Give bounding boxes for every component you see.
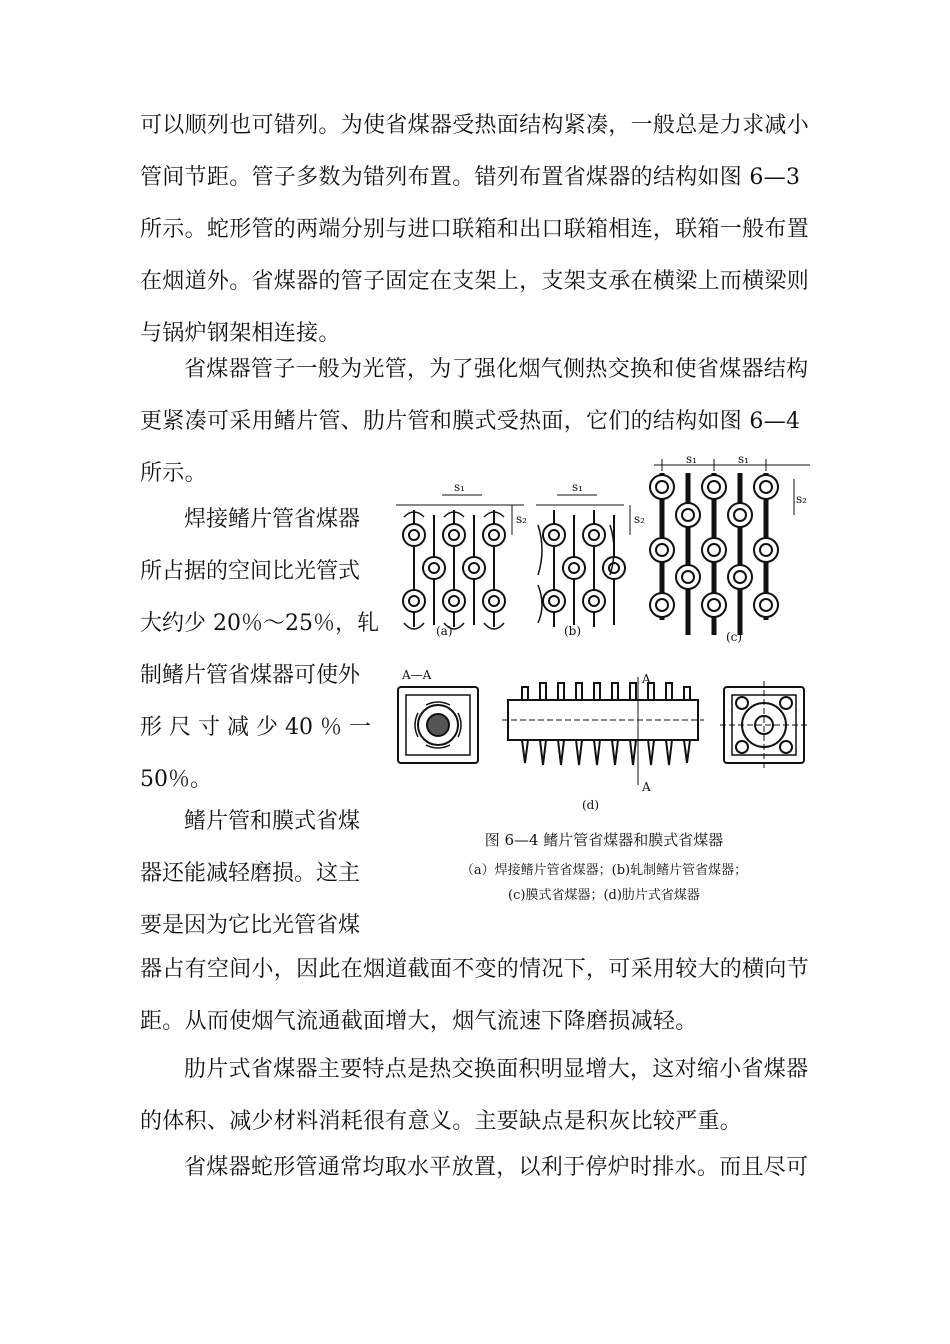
panel-c-diagram <box>650 459 810 635</box>
paragraph-5 <box>140 1044 812 1148</box>
panel-c-label: (c) <box>726 630 743 644</box>
panel-a-diagram <box>396 495 524 629</box>
finned-tube-diagram <box>392 455 814 825</box>
s1-label-c2: s₁ <box>738 455 749 466</box>
s1-label-c1: s₁ <box>686 455 697 466</box>
panel-a-label: (a) <box>436 624 453 638</box>
s1-label-a: s₁ <box>454 480 465 494</box>
section-label: A—A <box>402 668 432 682</box>
figure-caption-line-2: (c)膜式省煤器；(d)肋片式省煤器 <box>508 888 700 903</box>
paragraph-3 <box>140 494 379 806</box>
text-line: 肋片式省煤器主要特点是热交换面积明显增大，这对缩小省煤器 <box>184 1057 809 1082</box>
text-line: 更紧凑可采用鳍片管、肋片管和膜式受热面，它们的结构如图 6—4 <box>140 409 801 434</box>
panel-b-diagram <box>536 495 630 627</box>
text-line: 50％。 <box>140 767 212 792</box>
text-line: 与锅炉钢架相连接。 <box>140 321 341 346</box>
paragraph-6 <box>140 1142 812 1194</box>
paragraph-4-side <box>140 796 370 952</box>
text-line: 在烟道外。省煤器的管子固定在支架上，支架支承在横梁上而横梁则 <box>140 269 810 294</box>
text-line: 距。从而使烟气流通截面增大，烟气流速下降磨损减轻。 <box>140 1009 698 1034</box>
text-line: 制鳍片管省煤器可使外 <box>140 663 361 688</box>
text-line: 省煤器管子一般为光管，为了强化烟气侧热交换和使省煤器结构 <box>184 357 809 382</box>
s1-label-b: s₁ <box>572 480 583 494</box>
text-line: 大约少 20％～25％，轧 <box>140 611 379 636</box>
paragraph-4 <box>140 944 812 1048</box>
panel-d-diagram <box>398 677 808 785</box>
cut-label-top: A <box>642 672 651 686</box>
text-line: 的体积、减少材料消耗很有意义。主要缺点是积灰比较严重。 <box>140 1109 743 1134</box>
s2-label-a: s₂ <box>516 512 527 526</box>
text-line: 所占据的空间比光管式 <box>140 559 361 584</box>
text-line: 器占有空间小，因此在烟道截面不变的情况下，可采用较大的横向节 <box>140 957 810 982</box>
cut-label-bottom: A <box>642 780 651 794</box>
s2-label-b: s₂ <box>634 512 645 526</box>
text-line: 鳍片管和膜式省煤 <box>184 809 361 834</box>
figure-caption-line-1: （a）焊接鳍片管省煤器；(b)轧制鳍片管省煤器； <box>460 863 748 878</box>
text-line: 省煤器蛇形管通常均取水平放置，以利于停炉时排水。而且尽可 <box>184 1155 809 1180</box>
paragraph-1 <box>140 100 812 360</box>
s2-label-c: s₂ <box>796 492 807 506</box>
panel-b-label: (b) <box>564 624 582 638</box>
text-line: 要是因为它比光管省煤 <box>140 913 361 938</box>
text-line: 焊接鳍片管省煤器 <box>184 507 361 532</box>
text-line: 所示。 <box>140 461 207 486</box>
panel-d-label: (d) <box>582 798 600 812</box>
text-line: 器还能减轻磨损。这主 <box>140 861 361 886</box>
text-line: 管间节距。管子多数为错列布置。错列布置省煤器的结构如图 6—3 <box>140 165 801 190</box>
figure-caption-title: 图 6—4 鳍片管省煤器和膜式省煤器 <box>484 831 724 849</box>
text-line: 可以顺列也可错列。为使省煤器受热面结构紧凑，一般总是力求减小 <box>140 113 810 138</box>
text-line: 所示。蛇形管的两端分别与进口联箱和出口联箱相连，联箱一般布置 <box>140 217 810 242</box>
text-line: 形 尺 寸 减 少 40 ％ 一 <box>140 715 371 740</box>
